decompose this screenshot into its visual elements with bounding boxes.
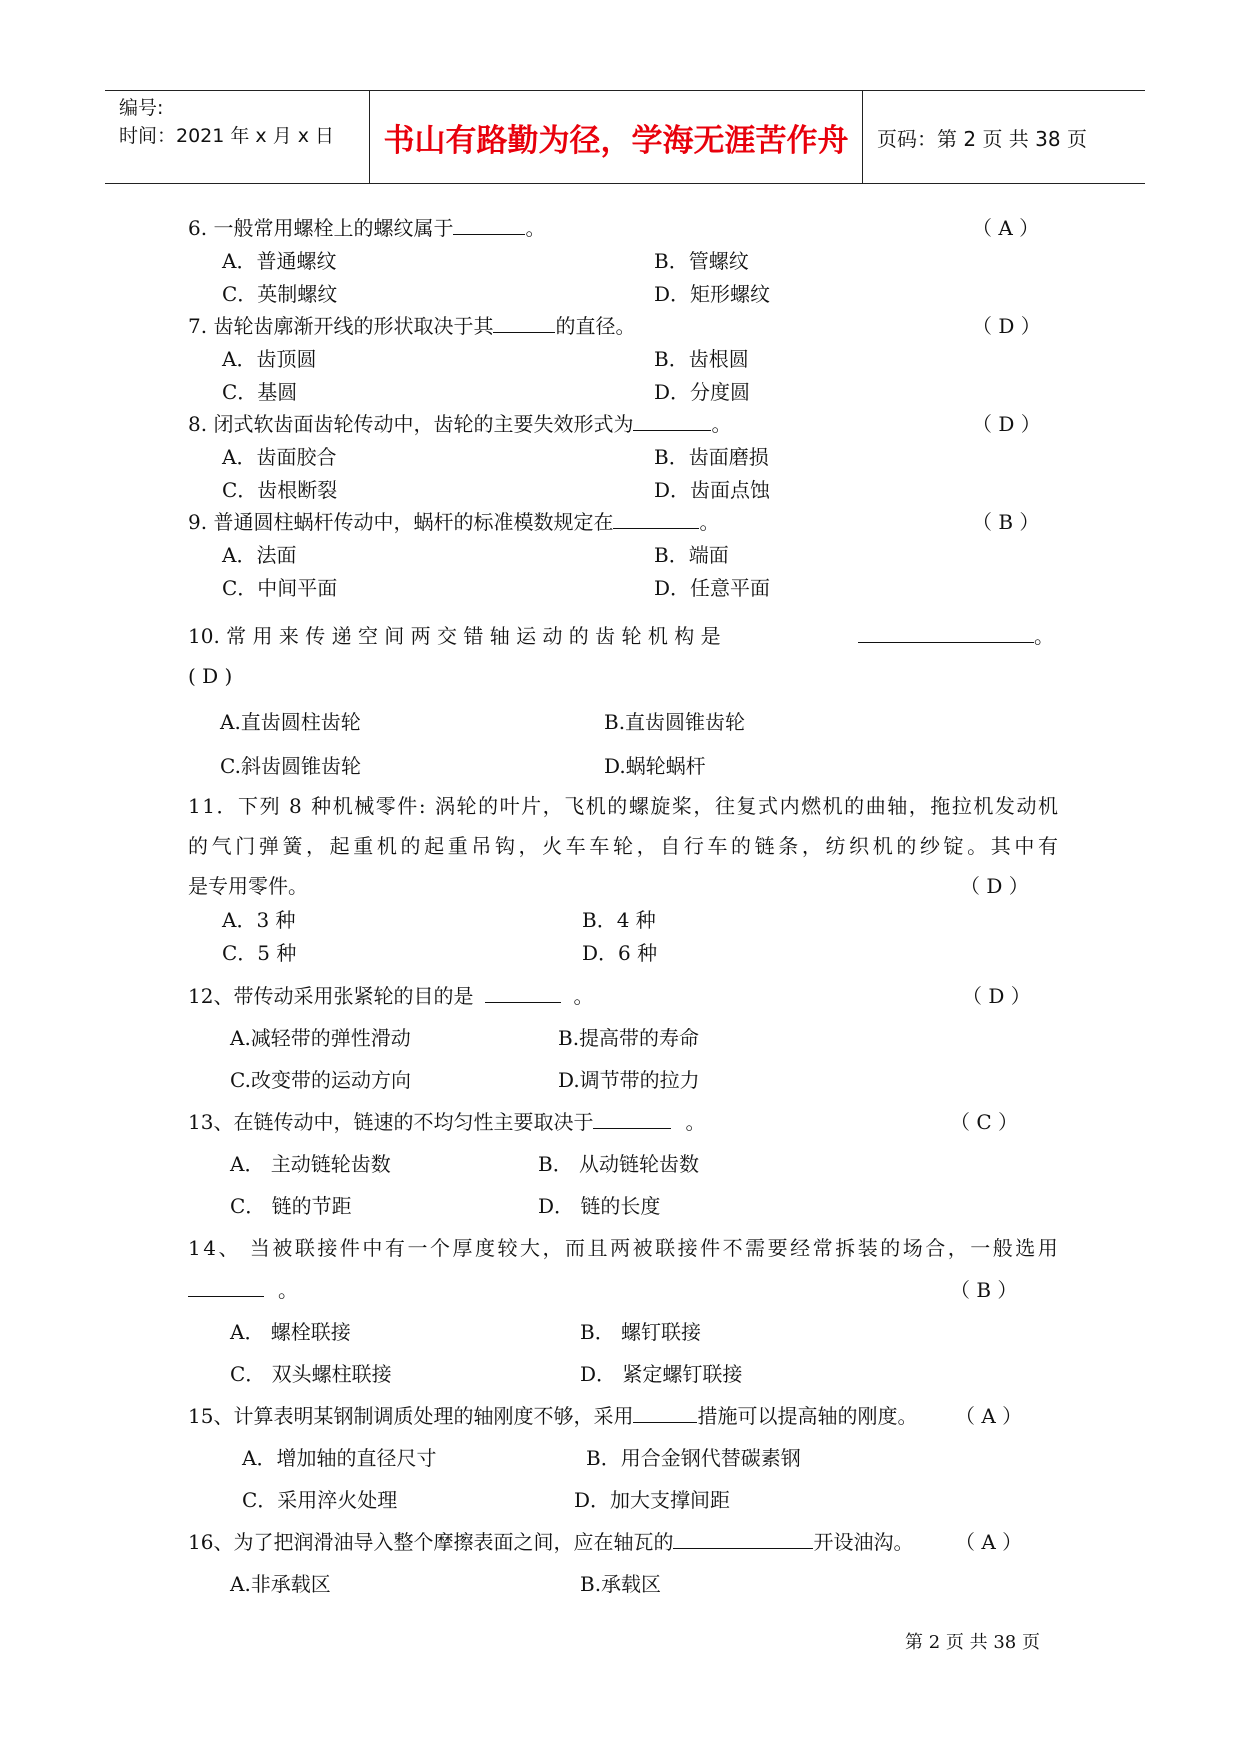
question-13-answer: （ C ）: [950, 1110, 1019, 1134]
option-c: C． 双头螺柱联接: [230, 1362, 392, 1386]
answer-blank: [453, 216, 525, 235]
question-12: 12、带传动采用张紧轮的目的是 。: [188, 984, 594, 1008]
option-b: B．齿面磨损: [654, 445, 769, 469]
question-11-line-3: 是专用零件。: [188, 874, 308, 898]
option-c: C．5 种: [222, 941, 297, 965]
option-d: D．齿面点蚀: [654, 478, 771, 502]
option-a: A． 螺栓联接: [230, 1320, 351, 1344]
answer-blank: [613, 510, 699, 529]
option-c: C.改变带的运动方向: [230, 1068, 411, 1092]
question-8-answer: （ D ）: [972, 412, 1041, 436]
option-a: A．增加轴的直径尺寸: [242, 1446, 437, 1470]
question-11-line-2: 的气门弹簧，起重机的起重吊钩，火车车轮，自行车的链条，纺织机的纱锭。其中有: [188, 834, 1062, 858]
option-d: D． 紧定螺钉联接: [580, 1362, 743, 1386]
answer-blank: [485, 984, 561, 1003]
question-7-answer: （ D ）: [972, 314, 1041, 338]
answer-blank: [188, 1278, 264, 1297]
document-header: [105, 90, 1145, 184]
page-footer: 第 2 页 共 38 页: [905, 1632, 1040, 1653]
option-b: B． 螺钉联接: [580, 1320, 702, 1344]
header-info-cell: [105, 91, 370, 183]
question-15-answer: （ A ）: [955, 1404, 1023, 1428]
option-c: C．基圆: [222, 380, 298, 404]
question-6-answer: （ A ）: [972, 216, 1040, 240]
question-12-answer: （ D ）: [962, 984, 1031, 1008]
option-d: D．加大支撑间距: [574, 1488, 731, 1512]
option-a: A．3 种: [222, 908, 296, 932]
question-14-line-2: 。: [188, 1274, 298, 1303]
question-16: 16、为了把润滑油导入整个摩擦表面之间，应在轴瓦的 开设油沟。: [188, 1530, 914, 1554]
question-16-answer: （ A ）: [955, 1530, 1023, 1554]
time-label: 时间：2021 年 x 月 x 日: [119, 125, 335, 147]
question-10: 10. 常 用 来 传 递 空 间 两 交 错 轴 运 动 的 齿 轮 机 构 是: [188, 624, 721, 648]
question-13: 13、在链传动中，链速的不均匀性主要取决于 。: [188, 1110, 706, 1134]
question-9-answer: （ B ）: [972, 510, 1040, 534]
option-c: C.斜齿圆锥齿轮: [220, 754, 361, 778]
answer-blank: [633, 412, 711, 431]
option-a: A.非承载区: [230, 1572, 331, 1596]
option-b: B.承载区: [580, 1572, 662, 1596]
question-9: 9. 普通圆柱蜗杆传动中，蜗杆的标准模数规定在 。: [188, 510, 720, 534]
header-page-code: 页码：第 2 页 共 38 页: [877, 126, 1087, 151]
option-a: A．法面: [222, 543, 297, 567]
option-b: B．齿根圆: [654, 347, 749, 371]
question-7: 7. 齿轮齿廓渐开线的形状取决于其 的直径。: [188, 314, 636, 338]
question-10-blank-line: 。: [858, 620, 1054, 649]
question-8: 8. 闭式软齿面齿轮传动中，齿轮的主要失效形式为 。: [188, 412, 732, 436]
option-a: A．齿顶圆: [222, 347, 317, 371]
option-d: D．矩形螺纹: [654, 282, 771, 306]
option-a: A． 主动链轮齿数: [230, 1152, 391, 1176]
option-d: D.蜗轮蜗杆: [604, 754, 706, 778]
question-6: 6. 一般常用螺栓上的螺纹属于 。: [188, 216, 546, 240]
option-a: A.减轻带的弹性滑动: [230, 1026, 411, 1050]
option-c: C．齿根断裂: [222, 478, 338, 502]
answer-blank: [593, 1110, 671, 1129]
option-b: B．端面: [654, 543, 729, 567]
question-11-answer: （ D ）: [960, 874, 1029, 898]
answer-blank: [858, 624, 1034, 643]
question-15: 15、计算表明某钢制调质处理的轴刚度不够，采用 措施可以提高轴的刚度。: [188, 1404, 918, 1428]
option-b: B．用合金钢代替碳素钢: [586, 1446, 801, 1470]
header-motto: 书山有路勤为径，学海无涯苦作舟: [370, 91, 863, 183]
option-d: D．任意平面: [654, 576, 771, 600]
answer-blank: [633, 1404, 697, 1423]
question-14-line-1: 14、 当被联接件中有一个厚度较大，而且两被联接件不需要经常拆装的场合，一般选用: [188, 1236, 1061, 1260]
option-b: B．4 种: [582, 908, 656, 932]
option-d: D.调节带的拉力: [558, 1068, 700, 1092]
answer-blank: [673, 1530, 813, 1549]
option-c: C．采用淬火处理: [242, 1488, 398, 1512]
option-b: B． 从动链轮齿数: [538, 1152, 700, 1176]
option-c: C． 链的节距: [230, 1194, 352, 1218]
question-14-answer: （ B ）: [950, 1278, 1018, 1302]
option-a: A．普通螺纹: [222, 249, 337, 273]
option-b: B.提高带的寿命: [558, 1026, 700, 1050]
option-c: C．英制螺纹: [222, 282, 338, 306]
question-11-line-1: 11．下列 8 种机械零件: 涡轮的叶片，飞机的螺旋桨，往复式内燃机的曲轴，拖拉机发动机: [188, 794, 1060, 818]
answer-blank: [493, 314, 555, 333]
option-d: D．6 种: [582, 941, 658, 965]
option-a: A．齿面胶合: [222, 445, 337, 469]
option-b: B.直齿圆锥齿轮: [604, 710, 746, 734]
number-label: 编号:: [119, 97, 164, 119]
option-d: D． 链的长度: [538, 1194, 661, 1218]
option-b: B．管螺纹: [654, 249, 749, 273]
option-d: D．分度圆: [654, 380, 751, 404]
option-c: C．中间平面: [222, 576, 338, 600]
question-10-answer: ( D ): [188, 664, 233, 688]
option-a: A.直齿圆柱齿轮: [220, 710, 361, 734]
